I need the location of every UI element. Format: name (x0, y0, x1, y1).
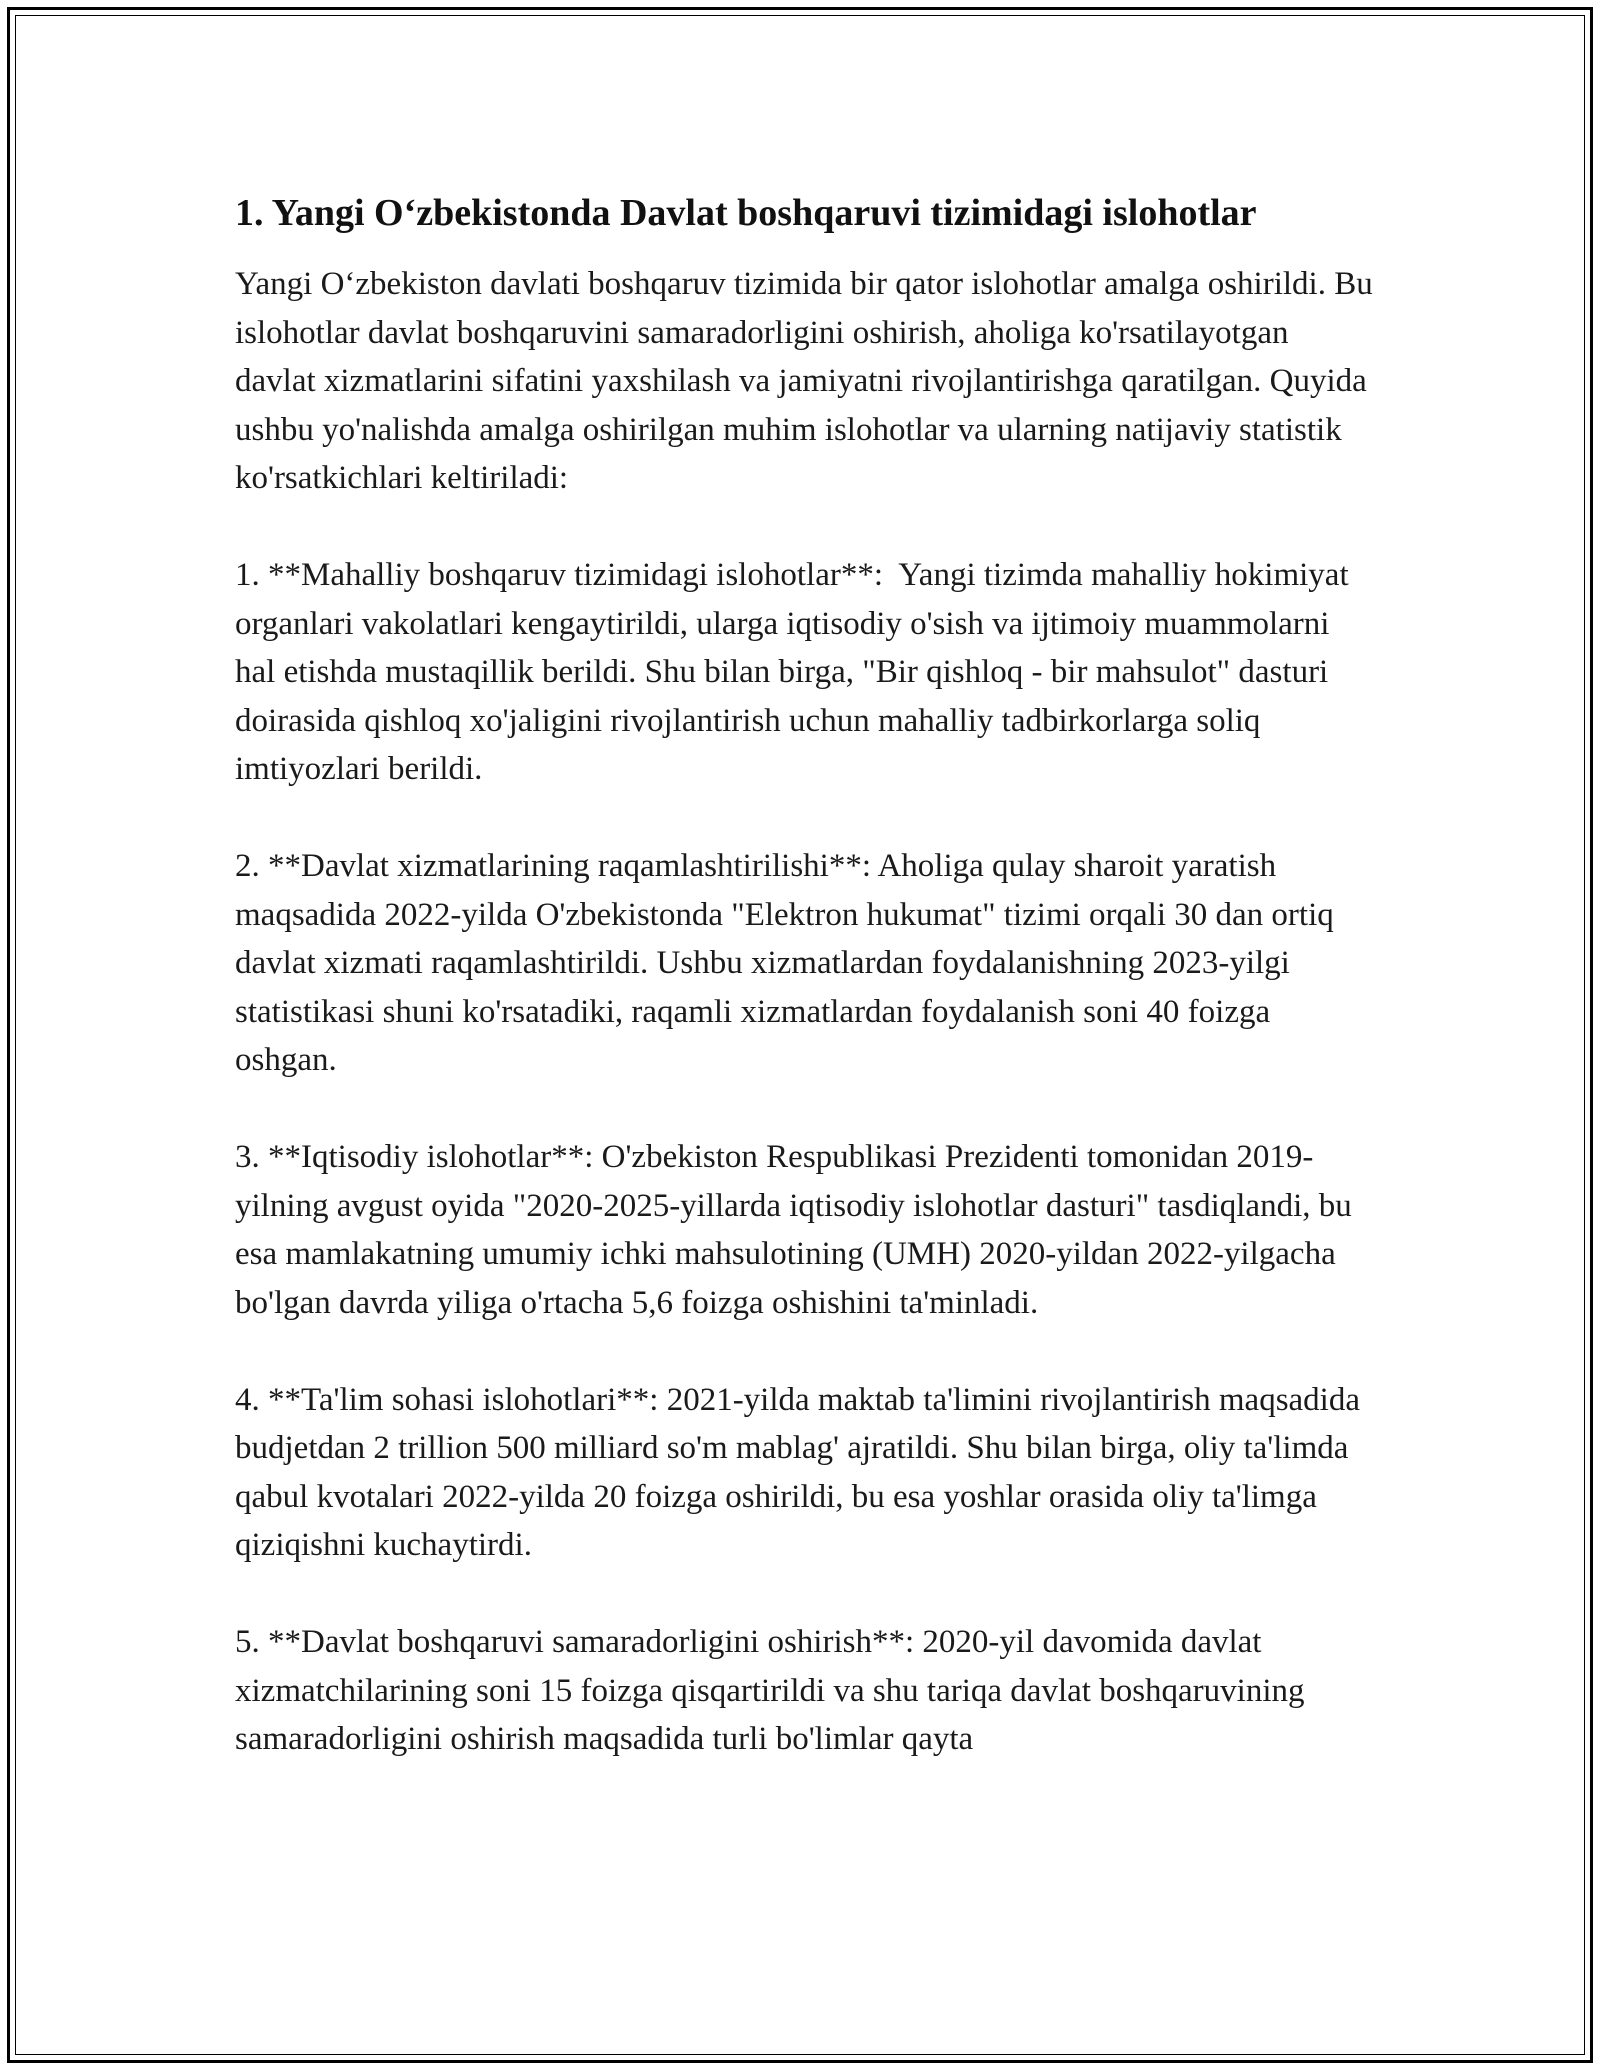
list-item-2: 2. **Davlat xizmatlarining raqamlashtirilishi**: Aholiga qulay sharoit yaratish maqsadida 2022-yilda O'zbekistonda "Elektron hukumat" tizimi orqali 30 dan ortiq davlat xizmati raqamlashtirildi. Ushbu xizmatlardan foydalanishning 2023-yilgi statistikasi shuni ko'rsatadiki, raqamli xizmatlardan foydalanish soni 40 foizga oshgan. (235, 848, 1342, 1078)
intro-paragraph: Yangi O‘zbekiston davlati boshqaruv tizimida bir qator islohotlar amalga oshirildi. Bu islohotlar davlat boshqaruvini samaradorligini oshirish, aholiga ko'rsatilayotgan davlat xizmatlarini sifatini yaxshilash va jamiyatni rivojlantirishga qaratilgan. Quyida ushbu yo'nalishda amalga oshirilgan muhim islohotlar va ularning natijaviy statistik ko'rsatkichlari keltiriladi: (235, 266, 1381, 496)
list-item-4: 4. **Ta'lim sohasi islohotlari**: 2021-yilda maktab ta'limini rivojlantirish maqsadida budjetdan 2 trillion 500 milliard so'm mablag' ajratildi. Shu bilan birga, oliy ta'limda qabul kvotalari 2022-yilda 20 foizga oshirildi, bu esa yoshlar orasida oliy ta'limga qiziqishni kuchaytirdi. (235, 1381, 1369, 1563)
list-item-5: 5. **Davlat boshqaruvi samaradorligini oshirish**: 2020-yil davomida davlat xizmatchilarining soni 15 foizga qisqartirildi va shu tariqa davlat boshqaruvining samaradorligini oshirish maqsadida turli bo'limlar qayta (235, 1624, 1313, 1757)
document-title: 1. Yangi O‘zbekistonda Davlat boshqaruvi tizimidagi islohotlar (235, 192, 1257, 234)
list-item-3: 3. **Iqtisodiy islohotlar**: O'zbekiston Respublikasi Prezidenti tomonidan 2019-yilning avgust oyida "2020-2025-yillarda iqtisodiy islohotlar dasturi" tasdiqlandi, bu esa mamlakatning umumiy ichki mahsulotining (UMH) 2020-yildan 2022-yilgacha bo'lgan davrda yiliga o'rtacha 5,6 foizga oshishini ta'minladi. (235, 1139, 1360, 1321)
document-body (235, 188, 1381, 1812)
list-item-1: 1. **Mahalliy boshqaruv tizimidagi islohotlar**: Yangi tizimda mahalliy hokimiyat organlari vakolatlari kengaytirildi, ularga iqtisodiy o'sish va ijtimoiy muammolarni hal etishda mustaqillik berildi. Shu bilan birga, "Bir qishloq - bir mahsulot" dasturi doirasida qishloq xo'jaligini rivojlantirish uchun mahalliy tadbirkorlarga soliq imtiyozlari berildi. (235, 557, 1357, 787)
